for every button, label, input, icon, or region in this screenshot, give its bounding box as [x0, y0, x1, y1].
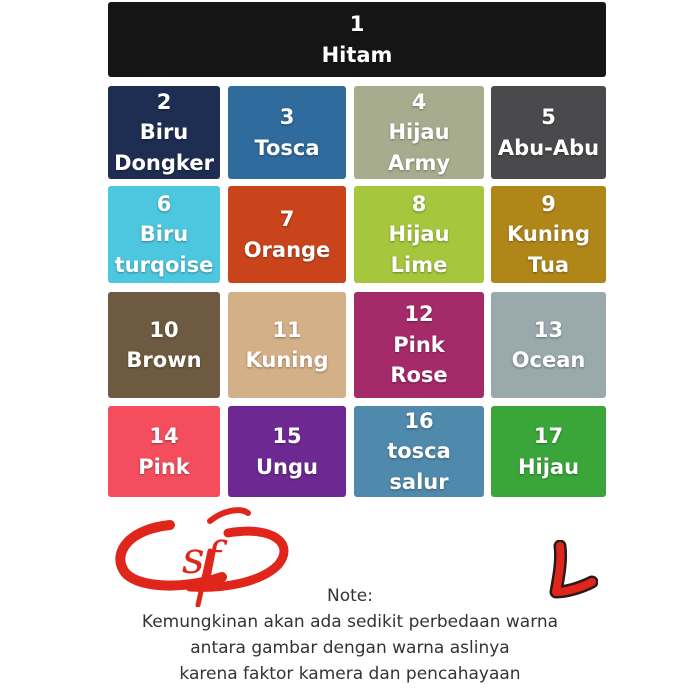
note-title: Note:: [327, 586, 373, 606]
color-swatch-14: [108, 406, 220, 497]
swatch-name: Orange: [243, 237, 331, 262]
swatch-name: Lime: [390, 252, 448, 277]
swatch-name: Army: [387, 150, 451, 175]
swatch-name: Ocean: [511, 348, 586, 372]
swatch-number: 14: [149, 424, 179, 449]
size-label-text: L: [546, 540, 547, 541]
color-swatch-4: [354, 86, 484, 179]
swatch-number: 10: [149, 317, 179, 342]
color-swatch-10: [108, 292, 220, 398]
note-line-2: antara gambar dengan warna aslinya: [190, 638, 510, 658]
swatch-name: Pink: [393, 332, 445, 357]
swatch-number: 2: [156, 89, 172, 114]
note-line-3: karena faktor kamera dan pencahayaan: [179, 664, 521, 684]
swatch-name: turqoise: [114, 252, 214, 277]
color-swatch-17: [491, 406, 606, 497]
color-swatch-3: [228, 86, 346, 179]
swatch-name: Kuning: [245, 348, 329, 372]
swatch-name: Hijau: [388, 120, 450, 145]
swatch-name: Hijau: [517, 454, 580, 479]
swatch-number: 1: [349, 12, 365, 37]
swatch-name: tosca: [387, 439, 451, 464]
color-swatch-8: [354, 186, 484, 283]
swatch-number: 12: [404, 302, 434, 327]
swatch-number: 17: [533, 424, 564, 449]
swatch-number: 8: [411, 191, 427, 216]
swatch-number: 9: [541, 191, 556, 216]
color-swatch-5: [491, 86, 606, 179]
color-swatch-7: [228, 186, 346, 283]
swatch-number: 6: [156, 191, 172, 216]
color-swatch-16: [354, 406, 484, 497]
color-swatch-9: [491, 186, 606, 283]
note-line-1: Kemungkinan akan ada sedikit perbedaan warna: [141, 612, 559, 632]
swatch-name: Rose: [390, 363, 448, 388]
swatch-number: 15: [272, 424, 302, 449]
swatch-name: Dongker: [114, 150, 214, 175]
swatch-number: 16: [404, 408, 434, 433]
swatch-name: Abu-Abu: [497, 135, 600, 160]
swatch-name: Hitam: [321, 42, 393, 67]
color-swatch-12: [354, 292, 484, 398]
swatch-number: 7: [279, 207, 295, 232]
swatch-name: Hijau: [388, 222, 450, 247]
swatch-number: 5: [541, 105, 556, 130]
swatch-number: 13: [533, 317, 564, 342]
swatch-number: 3: [279, 105, 295, 130]
color-swatch-1: [108, 2, 606, 77]
swatch-name: Brown: [126, 348, 202, 372]
color-swatch-13: [491, 292, 606, 398]
swatch-name: Biru: [139, 222, 189, 247]
color-swatch-6: [108, 186, 220, 283]
swatch-name: Ungu: [256, 454, 318, 479]
swatch-number: 11: [272, 317, 302, 342]
color-swatch-11: [228, 292, 346, 398]
swatch-name: salur: [389, 469, 449, 494]
color-swatch-15: [228, 406, 346, 497]
brand-logo-text: sf: [182, 533, 221, 584]
swatch-name: Biru: [139, 120, 189, 145]
swatch-name: Pink: [138, 454, 190, 479]
swatch-name: Tosca: [254, 135, 320, 160]
swatch-name: Kuning: [507, 222, 590, 247]
color-swatch-2: [108, 86, 220, 179]
swatch-name: Tua: [527, 252, 570, 277]
swatch-number: 4: [411, 89, 427, 114]
